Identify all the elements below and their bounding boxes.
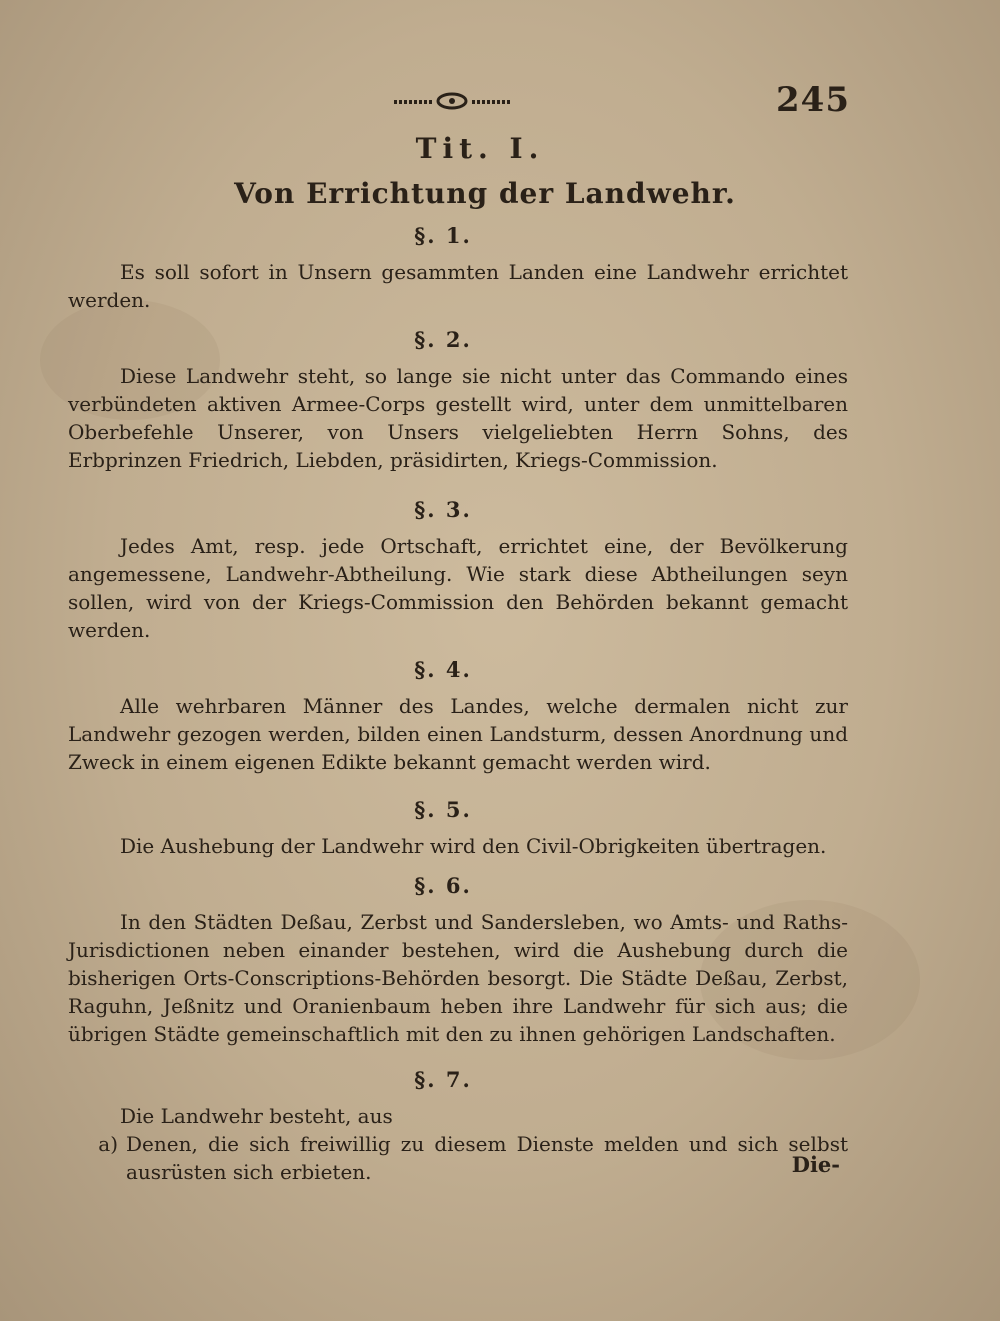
document-body: [68, 222, 848, 1198]
section-paragraph: Es soll sofort in Unsern gesammten Landen eine Landwehr errichtet werden.: [68, 260, 848, 312]
section-heading: §. 6.: [414, 873, 472, 898]
section-5: [68, 796, 848, 860]
section-heading: §. 2.: [414, 327, 472, 352]
section-heading: §. 1.: [414, 223, 472, 248]
title-number: Tit. I.: [415, 132, 545, 165]
section-paragraph: Diese Landwehr steht, so lange sie nicht unter das Commando eines verbündeten aktiven Armee-Corps gestellt wird, unter dem unmittelbaren Oberbefehle Unserer, von Unsers vielgeliebten Herrn Sohns, des Erbprinzen Friedrich, Liebden, präsidirten, Kriegs-Commission.: [68, 364, 848, 472]
section-paragraph: Die Landwehr besteht, aus: [120, 1104, 393, 1128]
list-item: [68, 1130, 848, 1186]
list-item-text: Denen, die sich freiwillig zu diesem Dienste melden und sich selbst ausrüsten sich erbieten.: [126, 1132, 848, 1184]
section-paragraph: Die Aushebung der Landwehr wird den Civil-Obrigkeiten übertragen.: [120, 834, 827, 858]
title-block: [0, 132, 1000, 210]
section-7: [68, 1066, 848, 1186]
section-heading: §. 7.: [414, 1067, 472, 1092]
section-2: [68, 326, 848, 474]
section-1: [68, 222, 848, 314]
section-heading: §. 5.: [414, 797, 472, 822]
list-item-marker: a): [98, 1132, 118, 1156]
section-4: [68, 656, 848, 776]
ornament-icon: [392, 90, 512, 110]
section-paragraph: Jedes Amt, resp. jede Ortschaft, errichtet eine, der Bevölkerung angemessene, Landwehr-Abtheilung. Wie stark diese Abtheilungen seyn sollen, wird von der Kriegs-Commission den Behörden bekannt gemacht werden.: [68, 534, 848, 642]
section-heading: §. 4.: [414, 657, 472, 682]
page-header: [0, 80, 1000, 120]
section-paragraph: Alle wehrbaren Männer des Landes, welche dermalen nicht zur Landwehr gezogen werden, bilden einen Landsturm, dessen Anordnung und Zweck in einem eigenen Edikte bekannt gemacht werden wird.: [68, 694, 848, 774]
page-number: 245: [776, 80, 850, 120]
section-3: [68, 496, 848, 644]
catchword: Die-: [791, 1152, 840, 1177]
section-heading: §. 3.: [414, 497, 472, 522]
section-paragraph: In den Städten Deßau, Zerbst und Sandersleben, wo Amts- und Raths-Jurisdictionen neben einander bestehen, wird die Aushebung durch die bisherigen Orts-Conscriptions-Behörden besorgt. Die Städte Deßau, Zerbst, Raguhn, Jeßnitz und Oranienbaum heben ihre Landwehr für sich aus; die übrigen Städte gemeinschaftlich mit den zu ihnen gehörigen Landschaften.: [68, 910, 848, 1046]
page-title: Von Errichtung der Landwehr.: [234, 177, 736, 210]
section-6: [68, 872, 848, 1048]
